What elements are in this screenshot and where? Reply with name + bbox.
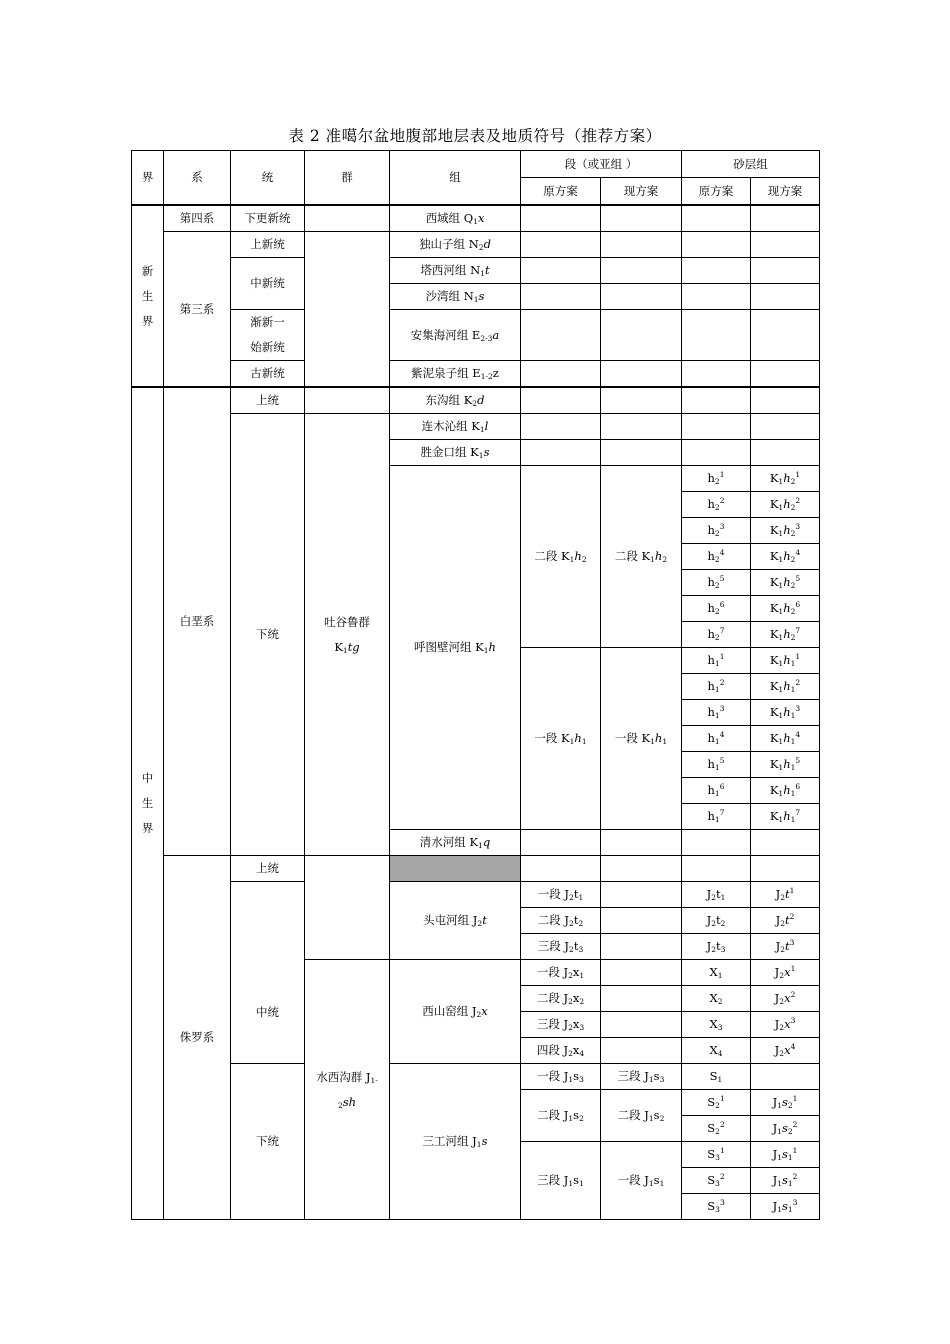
sand-current: $K_1h_2^7$: [751, 622, 820, 648]
series-paleocene: 古新统: [231, 361, 305, 388]
table-title: 表 2 准噶尔盆地腹部地层表及地质符号（推荐方案）: [288, 127, 662, 145]
sand-current: $J_2x^2$: [751, 986, 820, 1012]
sand-original: $J_2t_3$: [682, 934, 751, 960]
sand-original: $S_1$: [682, 1064, 751, 1090]
member-original: 一段 $J_1s_3$: [521, 1064, 601, 1090]
sand-current: $K_1h_2^6$: [751, 596, 820, 622]
era-mesozoic: 中 生 界: [132, 387, 164, 1220]
sand-current: $K_1h_1^1$: [751, 648, 820, 674]
series-lower-jurassic: 下统: [231, 1064, 305, 1220]
sand-original: $h_1^5$: [682, 752, 751, 778]
header-series: 统: [231, 151, 305, 206]
sand-current: $J_2t^2$: [751, 908, 820, 934]
sand-original: $X_4$: [682, 1038, 751, 1064]
sand-current: $J_1s_2^2$: [751, 1116, 820, 1142]
sand-original: $h_1^6$: [682, 778, 751, 804]
member-current: 二段 $J_1s_2$: [601, 1090, 682, 1142]
sand-original: $h_2^2$: [682, 492, 751, 518]
system-quaternary: 第四系: [164, 205, 231, 232]
sand-original: $J_2t_1$: [682, 882, 751, 908]
sand-current: $J_1s_1^3$: [751, 1194, 820, 1220]
series-upper-jurassic: 上统: [231, 856, 305, 882]
sand-original: $S_3^1$: [682, 1142, 751, 1168]
member-h2-original: 二段 $K_1h_2$: [521, 466, 601, 648]
header-sand-group: 砂层组: [682, 151, 820, 178]
member-original: 三段 $J_2t_3$: [521, 934, 601, 960]
formation-xiyu: 西域组 $Q_1x$: [390, 205, 521, 232]
header-member-original: 原方案: [521, 178, 601, 206]
sand-current: $K_1h_1^7$: [751, 804, 820, 830]
member-current: 一段 $J_1s_1$: [601, 1142, 682, 1220]
sand-original: $h_1^3$: [682, 700, 751, 726]
header-formation: 组: [390, 151, 521, 206]
series-pliocene: 上新统: [231, 232, 305, 258]
series-miocene: 中新统: [231, 258, 305, 310]
sand-original: $J_2t_2$: [682, 908, 751, 934]
sand-current: $K_1h_2^3$: [751, 518, 820, 544]
header-era: 界: [132, 151, 164, 206]
sand-original: $S_2^1$: [682, 1090, 751, 1116]
member-original: 三段 $J_2x_3$: [521, 1012, 601, 1038]
sand-current: $J_1s_2^1$: [751, 1090, 820, 1116]
sand-original: $X_3$: [682, 1012, 751, 1038]
sand-current: $K_1h_1^3$: [751, 700, 820, 726]
sand-original: $X_1$: [682, 960, 751, 986]
series-lower-cretaceous: 下统: [231, 414, 305, 856]
sand-original: $h_1^4$: [682, 726, 751, 752]
series-lower-pleistocene: 下更新统: [231, 205, 305, 232]
sand-current: $K_1h_2^4$: [751, 544, 820, 570]
formation-anjihaihe: 安集海河组 $E_{2-3}a$: [390, 310, 521, 361]
group-tugulu: 吐谷鲁群 $K_1tg$: [305, 414, 390, 856]
header-member-current: 现方案: [601, 178, 682, 206]
system-cretaceous: 白垩系: [164, 387, 231, 856]
sand-original: $h_2^4$: [682, 544, 751, 570]
sand-original: $h_1^1$: [682, 648, 751, 674]
formation-taxihe: 塔西河组 $N_1t$: [390, 258, 521, 284]
formation-toutunhe: 头屯河组 $J_2t$: [390, 882, 521, 960]
formation-ziniquanzi: 紫泥泉子组 $E_{1-2}z$: [390, 361, 521, 388]
sand-current: $K_1h_1^2$: [751, 674, 820, 700]
formation-shawan: 沙湾组 $N_1s$: [390, 284, 521, 310]
sand-current: $K_1h_1^5$: [751, 752, 820, 778]
sand-original: $S_2^2$: [682, 1116, 751, 1142]
group-cell: [305, 205, 390, 232]
group-shuixigou: 水西沟群 $J_{1-}$ $_2$sh: [305, 960, 390, 1220]
formation-dushanzi: 独山子组 $N_2d$: [390, 232, 521, 258]
member-original: 一段 $J_2x_1$: [521, 960, 601, 986]
member-original: 四段 $J_2x_4$: [521, 1038, 601, 1064]
member-original: 三段 $J_1s_1$: [521, 1142, 601, 1220]
formation-sangonghe: 三工河组 $J_1s$: [390, 1064, 521, 1220]
sand-current: $J_2x^1$: [751, 960, 820, 986]
system-jurassic: 侏罗系: [164, 856, 231, 1220]
member-h1-original: 一段 $K_1h_1$: [521, 648, 601, 830]
series-oligocene-eocene: 渐新一 始新统: [231, 310, 305, 361]
sand-current: $J_1s_1^1$: [751, 1142, 820, 1168]
member-original: 二段 $J_2x_2$: [521, 986, 601, 1012]
header-group: 群: [305, 151, 390, 206]
era-cenozoic: 新 生 界: [132, 205, 164, 387]
formation-donggou: 东沟组 $K_2d$: [390, 387, 521, 414]
sand-current: $K_1h_2^5$: [751, 570, 820, 596]
system-tertiary: 第三系: [164, 232, 231, 388]
formation-lianmuqin: 连木沁组 $K_1l$: [390, 414, 521, 440]
member-original: 二段 $J_2t_2$: [521, 908, 601, 934]
member-h1-current: 一段 $K_1h_1$: [601, 648, 682, 830]
formation-hutubihe: 呼图壁河组 $K_1h$: [390, 466, 521, 830]
formation-xishanyao: 西山窑组 $J_2x$: [390, 960, 521, 1064]
group-cell: [305, 232, 390, 388]
series-middle-jurassic: 中统: [231, 882, 305, 1064]
sand-original: $h_2^7$: [682, 622, 751, 648]
group-cell: [305, 856, 390, 960]
sand-current: $K_1h_2^2$: [751, 492, 820, 518]
series-upper-cretaceous: 上统: [231, 387, 305, 414]
sand-original: $h_2^1$: [682, 466, 751, 492]
sand-current: $K_1h_2^1$: [751, 466, 820, 492]
sand-current: $J_2x^4$: [751, 1038, 820, 1064]
member-current: 三段 $J_1s_3$: [601, 1064, 682, 1090]
sand-original: $S_3^3$: [682, 1194, 751, 1220]
formation-qingshuihe: 清水河组 $K_1q$: [390, 830, 521, 856]
sand-original: $h_1^7$: [682, 804, 751, 830]
sand-current: $J_2t^1$: [751, 882, 820, 908]
header-system: 系: [164, 151, 231, 206]
sand-current: $K_1h_1^6$: [751, 778, 820, 804]
sand-original: $h_2^6$: [682, 596, 751, 622]
group-cell: [305, 387, 390, 414]
sand-original: $S_3^2$: [682, 1168, 751, 1194]
member-h2-current: 二段 $K_1h_2$: [601, 466, 682, 648]
header-member: 段（或亚组 ）: [521, 151, 682, 178]
stratigraphic-table: [131, 150, 820, 1220]
sand-current: $J_2x^3$: [751, 1012, 820, 1038]
sand-original: $h_2^3$: [682, 518, 751, 544]
formation-blank-gray: [390, 856, 521, 882]
sand-current: $K_1h_1^4$: [751, 726, 820, 752]
sand-current: $J_2t^3$: [751, 934, 820, 960]
formation-shengjinkou: 胜金口组 $K_1s$: [390, 440, 521, 466]
sand-current: $J_1s_1^2$: [751, 1168, 820, 1194]
sand-original: $h_2^5$: [682, 570, 751, 596]
header-sand-original: 原方案: [682, 178, 751, 206]
member-original: 二段 $J_1s_2$: [521, 1090, 601, 1142]
sand-original: $h_1^2$: [682, 674, 751, 700]
sand-original: $X_2$: [682, 986, 751, 1012]
header-sand-current: 现方案: [751, 178, 820, 206]
member-original: 一段 $J_2t_1$: [521, 882, 601, 908]
